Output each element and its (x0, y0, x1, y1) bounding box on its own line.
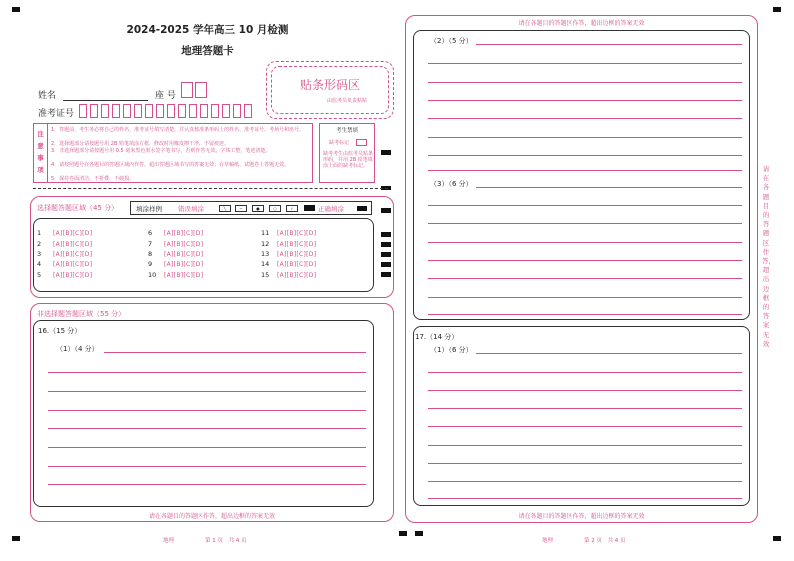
absent-title: 考生禁填 (335, 128, 358, 134)
answer-line[interactable] (428, 137, 742, 138)
answer-line[interactable] (48, 391, 366, 392)
absent-label: 缺考标记 (329, 140, 350, 146)
q16-part2-label: （2）（5 分） (430, 37, 473, 45)
q16-part1-label: （1）（4 分） (56, 345, 99, 353)
answer-line[interactable] (48, 447, 366, 448)
answer-line[interactable] (428, 63, 742, 64)
answer-line[interactable] (428, 426, 742, 427)
absent-note: 缺考考生由监考员贴条形码，并用 2B 铅笔填涂上面的缺考标记。 (323, 151, 374, 169)
notice-item: 1．答题前，考生务必将自己的姓名、准考证号填写清楚，并认真核准条形码上的姓名、准考证号、考场号和座号。 (51, 127, 305, 133)
page-subtitle: 地理答题卡 (181, 45, 234, 57)
footer-left-subject: 地理 (163, 538, 175, 544)
question-number: 11 (261, 229, 270, 237)
footer-left-page: 第 1 页 共 4 页 (205, 538, 247, 544)
nonchoice-title: 非选择题答题区域（55 分） (37, 310, 126, 318)
boundary-warning-left-bottom: 请在各题目的答题区作答，超出边框的答案无效 (148, 513, 275, 520)
answer-line[interactable] (476, 187, 742, 188)
answer-line[interactable] (428, 278, 742, 279)
footer-right-subject: 地理 (542, 538, 554, 544)
answer-options[interactable]: [A][B][C][D] (277, 250, 317, 258)
question-number: 13 (261, 250, 270, 258)
answer-line[interactable] (428, 100, 742, 101)
question-number: 3 (37, 250, 42, 258)
answer-line[interactable] (428, 82, 742, 83)
question-number: 8 (148, 250, 153, 258)
answer-line[interactable] (428, 408, 742, 409)
dashed-divider (33, 188, 388, 189)
question-number: 9 (148, 260, 153, 268)
answer-line[interactable] (428, 118, 742, 119)
name-field[interactable] (63, 100, 148, 101)
wrong-sample-icon: ✓ (286, 205, 298, 212)
answer-line[interactable] (428, 463, 742, 464)
answer-line[interactable] (428, 205, 742, 206)
answer-line[interactable] (48, 372, 366, 373)
wrong-label: 错误填涂 (178, 205, 204, 213)
question-number: 6 (148, 229, 153, 237)
footer-right-page: 第 2 页 共 4 页 (584, 538, 626, 544)
alignment-mark-top-left (12, 7, 20, 12)
page-title: 2024-2025 学年高三 10 月检测 (126, 24, 289, 36)
answer-line[interactable] (428, 223, 742, 224)
exam-id-boxes[interactable] (79, 104, 259, 120)
question-number: 1 (37, 229, 42, 237)
answer-line[interactable] (428, 372, 742, 373)
alignment-mark-bottom-left (12, 536, 20, 541)
question-number: 7 (148, 240, 153, 248)
fill-sample-box (130, 201, 372, 215)
answer-line[interactable] (428, 260, 742, 261)
wrong-sample-icon: ● (252, 205, 264, 212)
answer-options[interactable]: [A][B][C][D] (164, 229, 204, 237)
alignment-mark-bottom-center-left (399, 531, 407, 536)
barcode-title: 贴条形码区 (299, 78, 360, 92)
notice-box (33, 123, 313, 183)
question-number: 15 (261, 271, 270, 279)
answer-options[interactable]: [A][B][C][D] (164, 271, 204, 279)
q16-title: 16.（15 分） (38, 327, 82, 335)
alignment-mark-top-right (773, 7, 781, 12)
question-number: 14 (261, 260, 270, 268)
q16-continued-box (413, 30, 750, 320)
notice-item: 5．保持卷面清洁，不折叠、不破损。 (51, 176, 135, 182)
answer-options[interactable]: [A][B][C][D] (53, 260, 93, 268)
answer-options[interactable]: [A][B][C][D] (277, 240, 317, 248)
side-boundary-warning: 请在各题目的答题区作答，超出边框的答案无效 (762, 165, 775, 348)
wrong-sample-icon: ╲ (219, 205, 231, 212)
answer-options[interactable]: [A][B][C][D] (277, 229, 317, 237)
seat-label: 座 号 (155, 91, 176, 101)
right-sample-icon (304, 205, 315, 211)
absent-box (319, 123, 375, 183)
answer-line[interactable] (428, 155, 742, 156)
answer-options[interactable]: [A][B][C][D] (277, 260, 317, 268)
answer-options[interactable]: [A][B][C][D] (53, 229, 93, 237)
answer-options[interactable]: [A][B][C][D] (164, 240, 204, 248)
notice-item: 4．请按照题号在各题目的答题区域内作答，超出答题区域书写的答案无效；在草稿纸、试题卷上答题无效。 (51, 162, 290, 168)
answer-line[interactable] (48, 466, 366, 467)
answer-line[interactable] (428, 242, 742, 243)
answer-line[interactable] (476, 44, 742, 45)
question-number: 12 (261, 240, 270, 248)
exam-id-label: 准考证号 (38, 109, 75, 119)
barcode-note: 由监考员负责粘贴 (327, 98, 368, 104)
absent-checkbox[interactable] (356, 139, 367, 146)
answer-options[interactable]: [A][B][C][D] (53, 240, 93, 248)
boundary-warning-right-bottom: 请在各题目的答题区作答，超出边框的答案无效 (518, 513, 645, 520)
question-number: 4 (37, 260, 42, 268)
answer-line[interactable] (48, 484, 366, 485)
boundary-warning-top: 请在各题目的答题区作答，超出边框的答案无效 (518, 20, 645, 27)
question-number: 10 (148, 271, 157, 279)
alignment-mark-bottom-center-right (415, 531, 423, 536)
right-label: 正确填涂 (318, 205, 344, 213)
answer-line[interactable] (428, 314, 742, 315)
answer-line[interactable] (428, 297, 742, 298)
question-number: 5 (37, 271, 42, 279)
wrong-sample-icon: ─ (235, 205, 247, 212)
alignment-mark-bottom-right (773, 536, 781, 541)
answer-line[interactable] (104, 352, 366, 353)
sample-label: 填涂样例 (136, 205, 162, 213)
name-label: 姓名 (38, 91, 57, 101)
answer-options[interactable]: [A][B][C][D] (277, 271, 317, 279)
seat-box[interactable] (195, 82, 207, 98)
question-number: 2 (37, 240, 42, 248)
answer-line[interactable] (48, 428, 366, 429)
wrong-sample-icon: ○ (269, 205, 281, 212)
q17-part1-label: （1）（6 分） (430, 346, 473, 354)
answer-line[interactable] (48, 410, 366, 411)
choice-title: 选择题答题区域（45 分） (37, 204, 119, 212)
timing-mark (381, 150, 391, 155)
answer-options[interactable]: [A][B][C][D] (53, 250, 93, 258)
answer-line[interactable] (428, 390, 742, 391)
answer-line[interactable] (428, 445, 742, 446)
answer-line[interactable] (428, 498, 742, 499)
answer-line[interactable] (428, 170, 742, 171)
right-sample-icon (357, 206, 367, 211)
q16-part3-label: （3）（6 分） (430, 180, 473, 188)
answer-line[interactable] (476, 353, 742, 354)
seat-box[interactable] (181, 82, 193, 98)
q17-title: 17.（14 分） (415, 333, 459, 341)
answer-options[interactable]: [A][B][C][D] (164, 250, 204, 258)
barcode-area (266, 61, 394, 119)
notice-item: 3．非选择题部分请按题号用 0.5 毫米黑色墨水签字笔书写，否则作答无效。字体工整，笔迹清楚。 (51, 148, 271, 154)
answer-options[interactable]: [A][B][C][D] (53, 271, 93, 279)
answer-options[interactable]: [A][B][C][D] (164, 260, 204, 268)
notice-item: 2．选择题部分请按题号用 2B 铅笔填涂方框，修改时用橡皮擦干净，不留痕迹。 (51, 141, 229, 147)
notice-title: 注意事项 (37, 130, 44, 174)
answer-line[interactable] (428, 481, 742, 482)
